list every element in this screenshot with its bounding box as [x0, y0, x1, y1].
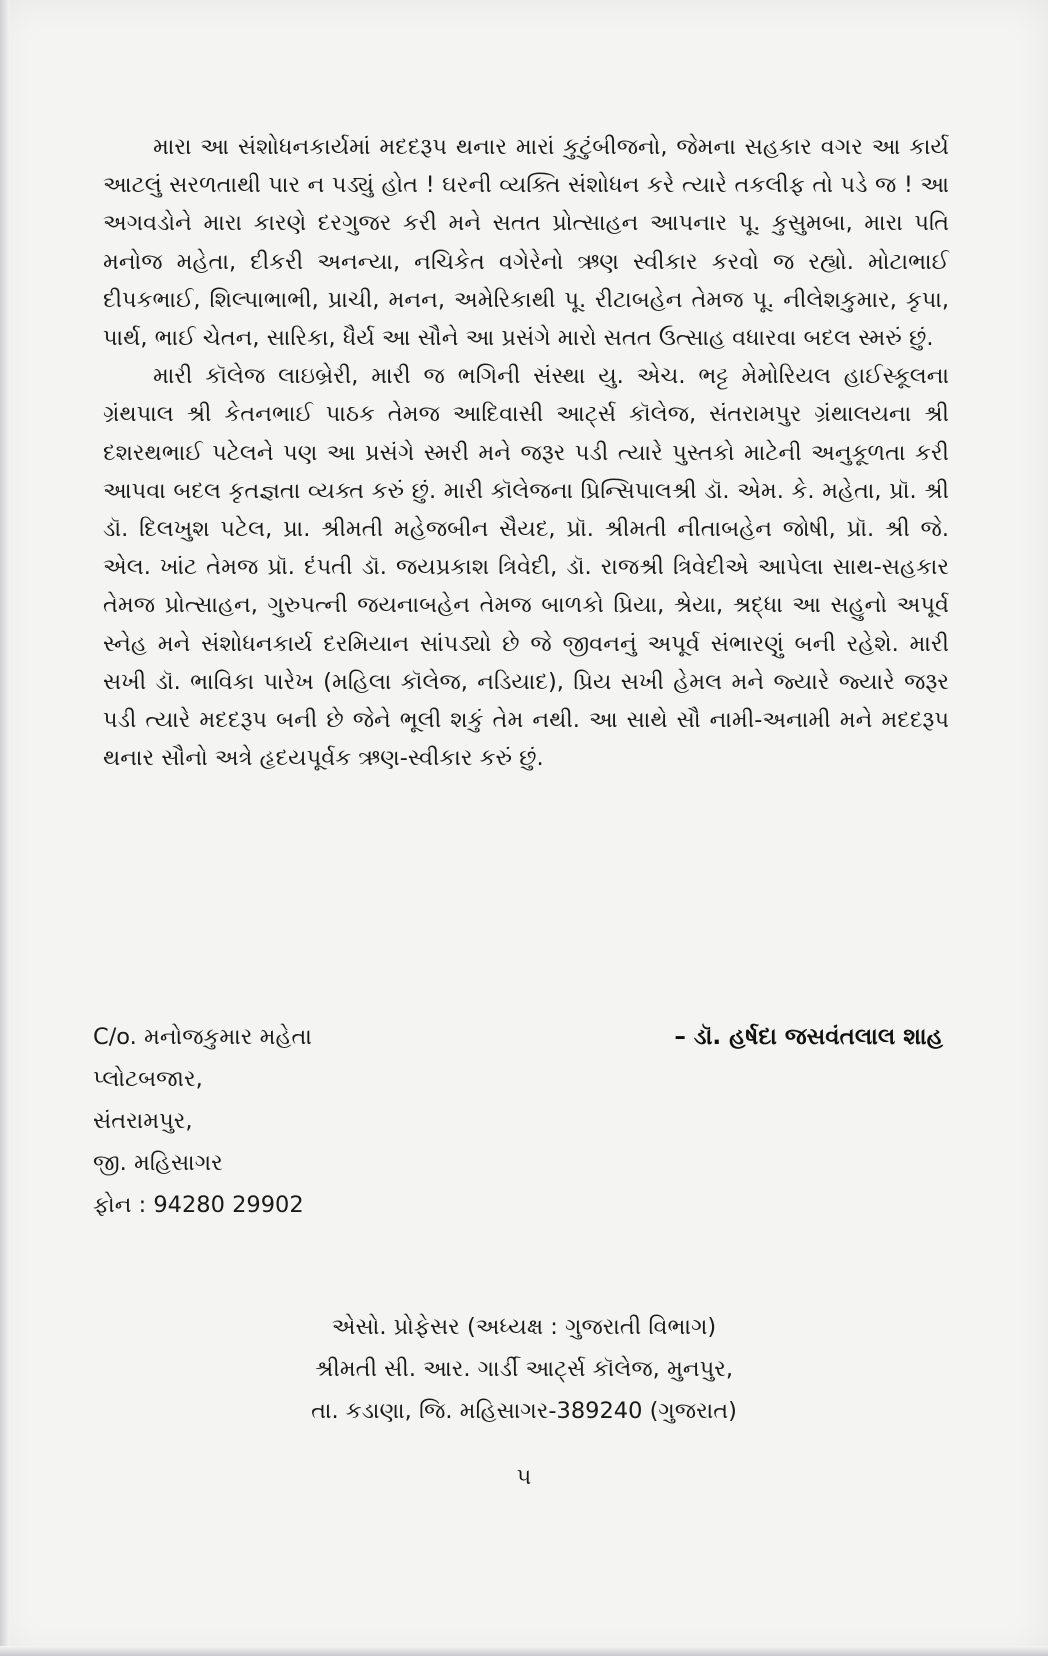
- address-line-district: જી. મહિસાગર: [93, 1150, 223, 1176]
- author-signature: – ડૉ. હર્ષદા જસવંતલાલ શાહ: [674, 1024, 943, 1050]
- acknowledgement-paragraph-college: મારી કૉલેજ લાઇબ્રેરી, મારી જ ભગિની સંસ્થા યુ. એચ. ભટ્ટ મેમોરિયલ હાઈસ્કૂલના ગ્રંથપાલ શ્રી કેતનભાઈ પાઠક તેમજ આદિવાસી આર્ટ્સ કૉલેજ, સંતરામપુર ગ્રંથાલયના શ્રી દશરથભાઈ પટેલને પણ આ પ્રસંગે સ્મરી મને જરૂર પડી ત્યારે પુસ્તકો માટેની અનુકૂળતા કરી આપવા બદલ કૃતજ્ઞતા વ્યક્ત કરું છું. મારી કૉલેજના પ્રિન્સિપાલશ્રી ડૉ. એમ. કે. મહેતા, પ્રૉ. શ્રી ડૉ. દિલખુશ પટેલ, પ્રા. શ્રીમતી મહેજબીન સૈયદ, પ્રૉ. શ્રીમતી નીતાબહેન જોષી, પ્રૉ. શ્રી જે. એલ. ખાંટ તેમજ પ્રૉ. દંપતી ડૉ. જયપ્રકાશ ત્રિવેદી, ડૉ. રાજશ્રી ત્રિવેદીએ આપેલા સાથ-સહકાર તેમજ પ્રોત્સાહન, ગુરુપત્ની જયનાબહેન તેમજ બાળકો પ્રિયા, શ્રેયા, શ્રદ્ધા આ સહુનો અપૂર્વ સ્નેહ મને સંશોધનકાર્ય દરમિયાન સાંપડ્યો છે જે જીવનનું અપૂર્વ સંભારણું બની રહેશે. મારી સખી ડૉ. ભાવિકા પારેખ (મહિલા કૉલેજ, નડિયાદ), પ્રિય સખી હેમલ મને જ્યારે જ્યારે જરૂર પડી ત્યારે મદદરૂપ બની છે જેને ભૂલી શકું તેમ નથી. આ સાથે સૌ નામી-અનામી મને મદદરૂપ થનાર સૌનો અત્રે હૃદયપૂર્વક ઋણ-સ્વીકાર કરું છું.: [103, 363, 949, 772]
- page-number: ૫: [516, 1465, 532, 1490]
- designation-title: એસો. પ્રોફેસર (અધ્યક્ષ : ગુજરાતી વિભાગ): [331, 1314, 717, 1340]
- page-bottom-edge: [0, 1646, 1048, 1656]
- address-block: [93, 1016, 513, 1226]
- acknowledgement-paragraph-family: મારા આ સંશોધનકાર્યમાં મદદરૂપ થનાર મારાં કુટુંબીજનો, જેમના સહકાર વગર આ કાર્ય આટલું સરળતાથી પાર ન પડ્યું હોત ! ઘરની વ્યક્તિ સંશોધન કરે ત્યારે તકલીફ તો પડે જ ! આ અગવડોને મારા કારણે દરગુજર કરી મને સતત પ્રોત્સાહન આપનાર પૂ. કુસુમબા, મારા પતિ મનોજ મહેતા, દીકરી અનન્યા, નચિકેત વગેરેનો ઋણ સ્વીકાર કરવો જ રહ્યો. મોટાભાઈ દીપકભાઈ, શિલ્પાભાભી, પ્રાચી, મનન, અમેરિકાથી પૂ. રીટાબહેન તેમજ પૂ. નીલેશકુમાર, કૃપા, પાર્થ, ભાઈ ચેતન, સારિકા, ધૈર્ય આ સૌને આ પ્રસંગે મારો સતત ઉત્સાહ વધારવા બદલ સ્મરું છું.: [103, 134, 949, 352]
- author-designation: [0, 1306, 1048, 1432]
- designation-college: શ્રીમતી સી. આર. ગાર્ડી આર્ટ્સ કૉલેજ, મુનપુર,: [315, 1356, 733, 1382]
- address-line-care-of: C/o. મનોજકુમાર મહેતા: [93, 1024, 312, 1050]
- designation-location: તા. કડાણા, જિ. મહિસાગર-389240 (ગુજરાત): [311, 1398, 737, 1424]
- address-line-town: સંતરામપુર,: [93, 1108, 193, 1134]
- address-phone: ફોન : 94280 29902: [93, 1192, 304, 1218]
- address-line-street: પ્લોટબજાર,: [93, 1066, 203, 1092]
- acknowledgement-body: [103, 128, 949, 777]
